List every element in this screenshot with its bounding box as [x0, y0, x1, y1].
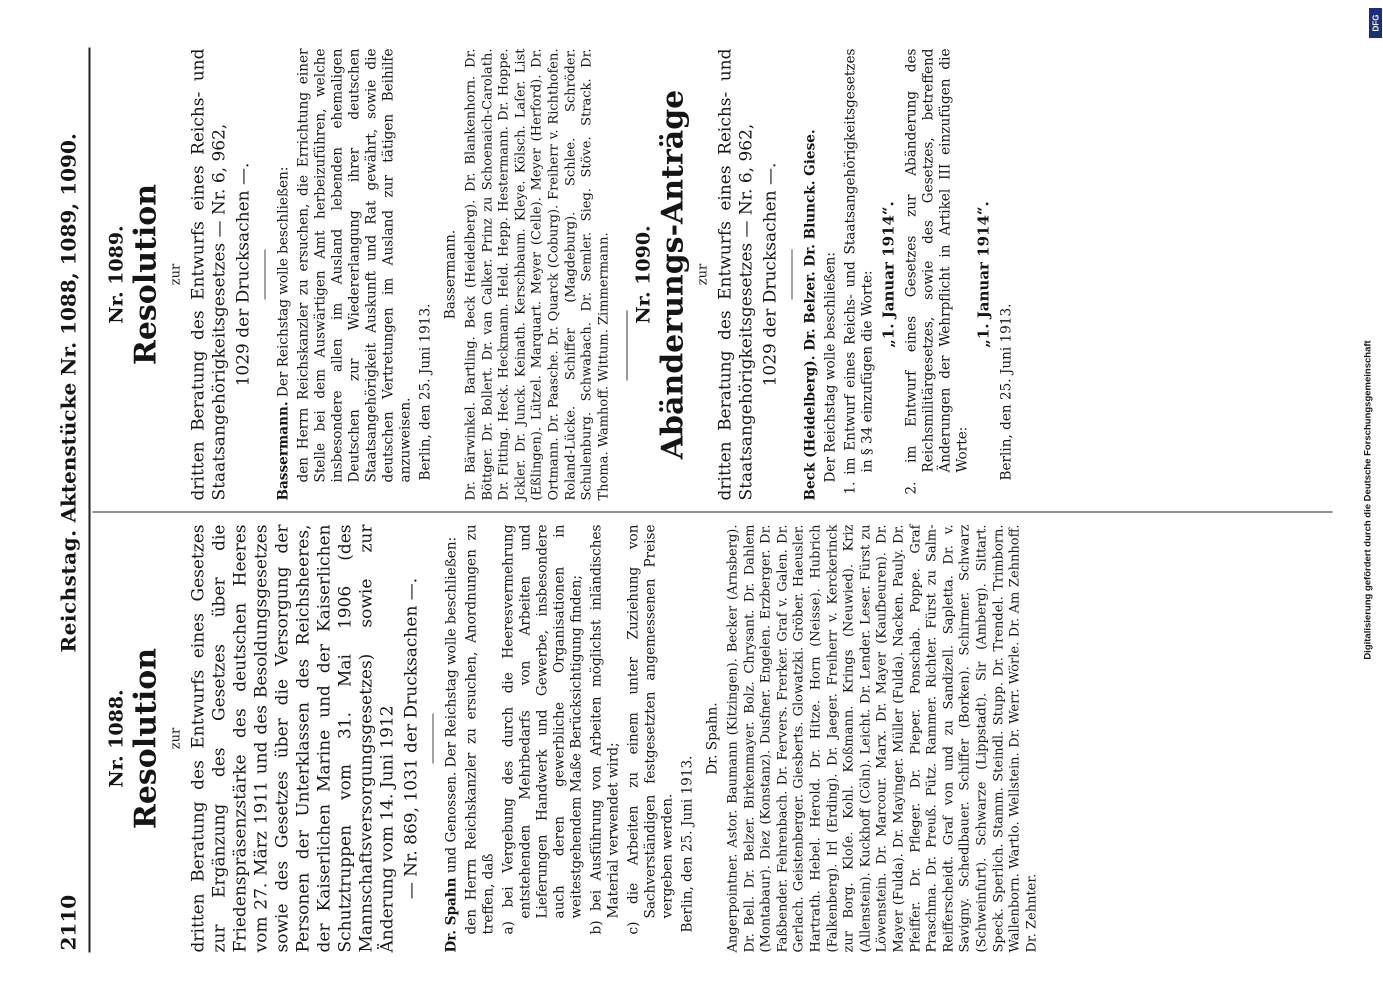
intro-text: dritten Beratung des Entwurfs eines Gesetzes zur Ergänzung des Gesetzes über die Friedenspräsenzstärke des deutschen Heeres vom 27. März 1911 und des Besoldungsgesetzes sowie des Gesetzes über die Versorgung der Personen der Unterklassen des Reichsheeres, der Kaiserlichen Marine und der Kaiserlichen Schutztruppen vom 31. Mai 1906 (des Mannschaftsversorgungsgesetzes) sowie zur Änderung vom 14. Juni 1912	[188, 524, 397, 952]
drucksachen-ref: — Nr. 869, 1031 der Drucksachen —.	[401, 577, 421, 899]
resolution-1089	[105, 48, 612, 500]
zur-label: zur	[168, 263, 183, 285]
amendments-1090	[632, 48, 1015, 500]
document-heading: Resolution	[128, 647, 163, 829]
document-heading: Resolution	[128, 183, 163, 365]
supporters-list: Dr. Bärwinkel. Bartling. Beck (Heidelberg). Dr. Blankenhorn. Dr. Böttger. Dr. Bollert. Dr. van Calker. Prinz zu Schoenaich-Carolath. Dr. Fitting. Heck. Heckmann. Held. Hepp. Hestermann. Dr. Hoppe. Jckler. Dr. Junck. Keinath. Kerschbaum. Kleye. Kölsch. Laſer. List (Eßlingen). Lützel. Marquart. Meyer (Celle). Meyer (Herford). Dr. Ortmann. Dr. Paasche. Dr. Quarck (Coburg). Freiherr v. Richthofen. Roland-Lücke. Schiffer (Magdeburg). Schlee. Schröder. Schulenburg. Schwabach. Dr. Semler. Sieg. Stöve. Strack. Dr. Thoma. Wamhoff. Wittum. Zimmermann.	[463, 48, 611, 500]
date-line: Berlin, den 25. Juni 1913.	[679, 755, 695, 932]
drucksachen-ref: 1029 der Drucksachen —.	[760, 162, 781, 386]
document-number: Nr. 1088.	[105, 688, 127, 788]
document-number: Nr. 1089.	[105, 224, 127, 324]
signature: Bassermann.	[442, 229, 458, 319]
movers-names: Beck (Heidelberg). Dr. Belzer. Dr. Blunck. Giese.	[802, 128, 819, 500]
separator	[432, 713, 433, 763]
header-title: Aktenstücke Nr. 1088, 1089, 1090.	[56, 132, 80, 522]
quoted-date: „1. Januar 1914“.	[974, 200, 993, 348]
mover-name: Dr. Spahn	[443, 876, 459, 952]
separator	[791, 249, 792, 299]
header-rule	[88, 47, 90, 952]
resolution-text: den Herrn Reichskanzler zu ersuchen, die Errichtung einer Stelle bei dem Auswärtigen Amt herbeizuführen, welche insbesondere allen im Ausland lebenden ehemaligen Deutschen zur Wiedererlangung ihrer deutschen Staatsangehörigkeit Auskunft und Rat gewährt, sowie die deutschen Vertretungen im Ausland zur tätigen Beihilfe anzuweisen.	[295, 48, 413, 482]
signature: Dr. Spahn.	[704, 701, 720, 775]
digitization-text: Digitalisierung gefördert durch die Deutsche Forschungsgemeinschaft	[1362, 340, 1374, 660]
page-header	[56, 47, 86, 952]
right-column	[100, 48, 1018, 500]
intro-text: dritten Beratung des Entwurfs eines Reichs- und Staatsangehörigkeitsgesetzes — Nr. 6, 962,	[188, 48, 229, 500]
list-item: a) bei Vergebung des durch die Heeresvermehrung entstehenden Mehrbedarfs von Arbeiten und Lieferungen Handwerk und Gewerbe, insbesondere auch deren gewerbliche Organisationen in weitestgehendem Maße Berücksichtigung finden;	[500, 524, 584, 934]
separator	[264, 249, 265, 299]
motion-text: und Genossen. Der Reichstag wolle beschließen:	[443, 536, 459, 873]
page-number: 2110	[56, 894, 80, 950]
column-divider	[92, 511, 1332, 512]
motion-text: Der Reichstag wolle beschließen:	[275, 166, 291, 397]
dfg-logo-text: DFG	[1371, 14, 1380, 32]
mover-name: Bassermann.	[275, 400, 291, 500]
section-divider	[626, 310, 627, 380]
list-item: b) bei Ausführung von Arbeiten möglichst inländisches Material verwendet wird;	[588, 524, 621, 934]
running-title: Reichstag.	[56, 528, 80, 652]
list-item: 1. im Entwurf eines Reichs- und Staatsangehörigkeitsgesetzes in § 34 einzufügen die Worte:	[842, 48, 876, 494]
request-text: den Herrn Reichskanzler zu ersuchen, Anordnungen zu treffen, daß	[463, 524, 496, 934]
motion-text: Der Reichstag wolle beschließen:	[822, 251, 839, 482]
intro-text: dritten Beratung des Entwurfs eines Reichs- und Staatsangehörigkeitsgesetzes — Nr. 6, 962,	[715, 48, 757, 500]
document-heading: Abänderungs-Anträge	[655, 89, 691, 459]
date-line: Berlin, den 25. Juni 1913.	[998, 303, 1015, 480]
supporters-list: Angerpointner. Astor. Baumann (Kitzingen). Becker (Arnsberg). Dr. Bell. Dr. Belzer. Birkenmayer. Bolz. Chrysant. Dr. Dahlem (Montabaur). Diez (Konstanz). Dusfner. Engelen. Erzberger. Dr. Faßbender. Fehrenbach. Dr. Fervers. Frerker. Graf v. Galen. Dr. Gerlach. Geistenberger. Giesberts. Glowatzki. Gröber. Haeusler. Hartrath. Hebel. Herold. Dr. Hitze. Horn (Neisse). Hubrich (Falkenberg). Irl (Erding). Dr. Jaeger. Freiherr v. Kerckerinck zur Borg. Kloſe. Kohl. Koßmann. Krings (Neuwied). Kriz (Allenstein). Kuckhoff (Cöln). Leicht. Dr. Lender. Leser. Fürst zu Löwenstein. Dr. Marcour. Marx. Dr. Mayer (Kaufbeuren). Dr. Mayer (Fulda). Dr. Mayinger. Müller (Fulda). Nacken. Pauly. Dr. Pfeiffer. Dr. Pfleger. Dr. Pieper. Ponschab. Poppe. Graf Praschma. Dr. Preuß. Pütz. Rammer. Richter. Fürst zu Salm-Reifferscheidt. Graf von und zu Sandizell. Sapletta. Dr. v. Savigny. Schedlbauer. Schiffer (Borken). Schirmer. Schwarz (Schweinfurt). Schwarze (Lippstadt). Sir (Amberg). Sittart. Speck. Sperlich. Stamm. Steindl. Stupp. Dr. Trendel. Trimborn. Wallenborn. Wartlo. Wellstein. Dr. Werr. Wörle. Dr. Am Zehnhoff. Dr. Zehnter.	[725, 524, 1039, 952]
list-item: 2. im Entwurf eines Gesetzes zur Abänderung des Reichsmilitärgesetzes, sowie des Gesetzes, betreffend Änderungen der Wehrpflicht in Artikel III einzufügen die Worte:	[903, 48, 971, 494]
zur-label: zur	[695, 263, 711, 285]
resolution-1088	[100, 524, 1043, 952]
zur-label: zur	[168, 727, 183, 749]
dfg-logo	[1369, 8, 1382, 38]
document-number: Nr. 1090.	[632, 224, 655, 324]
list-item: c) die Arbeiten zu einem unter Zuziehung von Sachverständigen festgesetzten angemessenen Preise vergeben werden.	[625, 524, 675, 934]
quoted-date: „1. Januar 1914“.	[879, 200, 898, 348]
date-line: Berlin, den 25. Juni 1913.	[417, 303, 433, 480]
drucksachen-ref: 1029 der Drucksachen —.	[233, 162, 253, 386]
